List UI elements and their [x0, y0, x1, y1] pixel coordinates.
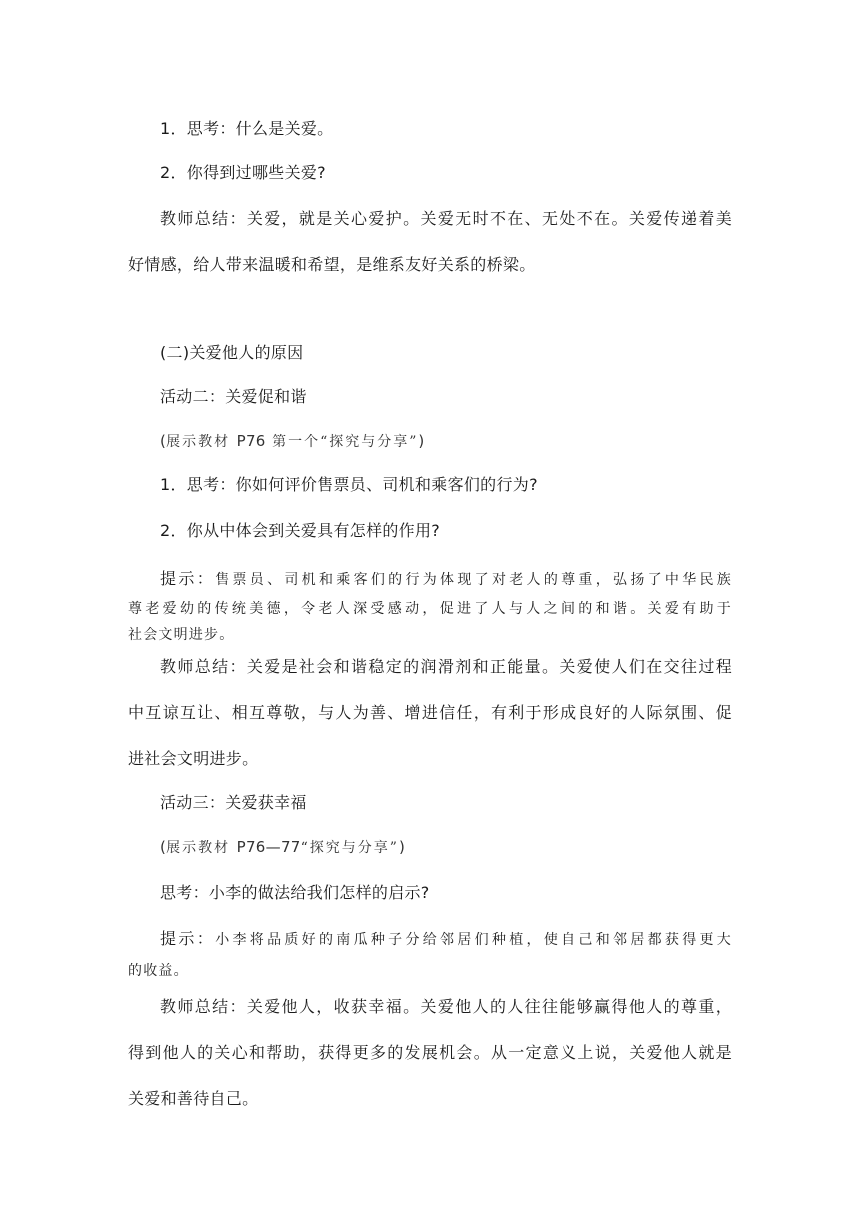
reference-page: P76: [236, 432, 266, 450]
hint-label: 提示：: [160, 569, 216, 588]
activity-3-textbook-reference: [0, 836, 860, 859]
activity-3-title: 活动三：关爱获幸福: [160, 793, 307, 812]
activity-2-summary-line-2: 中互谅互让、相互尊敬，与人为善、增进信任，有利于形成良好的人际氛围、促: [128, 703, 732, 722]
activity-3-hint-line-2: 的收益。: [128, 963, 189, 979]
activity-2-textbook-reference: [0, 430, 860, 453]
reference-text-suffix: 第一个“探究与分享”: [265, 434, 419, 450]
reference-page: P76—77: [236, 838, 301, 856]
intro-summary-line-1: 教师总结：关爱，就是关心爱护。关爱无时不在、无处不在。关爱传递着美: [160, 209, 732, 228]
intro-summary-line-2: 好情感，给人带来温暖和希望，是维系友好关系的桥梁。: [128, 255, 536, 274]
activity-2-summary-line-3: 进社会文明进步。: [128, 749, 259, 768]
reference-close-paren: ): [418, 432, 425, 450]
hint-text: 小李将品质好的南瓜种子分给邻居们种植，使自己和邻居都获得更大: [215, 932, 733, 948]
hint-text: 售票员、司机和乘客们的行为体现了对老人的尊重，弘扬了中华民族: [215, 572, 733, 588]
activity-2-question-2: 2．你从中体会到关爱具有怎样的作用?: [160, 521, 441, 540]
activity-2-hint-line-3: 社会文明进步。: [128, 627, 235, 643]
intro-question-2: 2．你得到过哪些关爱?: [160, 163, 326, 182]
activity-3-summary-line-1: 教师总结：关爱他人，收获幸福。关爱他人的人往往能够赢得他人的尊重，: [160, 997, 732, 1016]
activity-3-question-1: 思考：小李的做法给我们怎样的启示?: [160, 883, 430, 902]
activity-2-summary-line-1: 教师总结：关爱是社会和谐稳定的润滑剂和正能量。关爱使人们在交往过程: [160, 657, 732, 676]
activity-3-summary-line-2: 得到他人的关心和帮助，获得更多的发展机会。从一定意义上说，关爱他人就是: [128, 1043, 732, 1062]
activity-2-hint-line-1: [0, 568, 732, 591]
intro-question-1: 1．思考：什么是关爱。: [160, 119, 334, 138]
reference-text: 展示教材: [166, 840, 237, 856]
activity-3-hint-line-1: [0, 928, 732, 951]
activity-2-hint-line-2: 尊老爱幼的传统美德，令老人深受感动，促进了人与人之间的和谐。关爱有助于: [128, 601, 732, 617]
activity-2-title: 活动二：关爱促和谐: [160, 387, 307, 406]
reference-close-paren: ): [398, 838, 406, 856]
section-heading: (二)关爱他人的原因: [160, 343, 304, 362]
reference-text-suffix: “探究与分享”: [300, 840, 399, 856]
activity-3-summary-line-3: 关爱和善待自己。: [128, 1089, 259, 1108]
hint-label: 提示：: [160, 929, 216, 948]
reference-open-paren: (: [160, 838, 167, 856]
reference-text: 展示教材: [166, 434, 237, 450]
reference-open-paren: (: [160, 432, 167, 450]
activity-2-question-1: 1．思考：你如何评价售票员、司机和乘客们的行为?: [160, 475, 538, 494]
